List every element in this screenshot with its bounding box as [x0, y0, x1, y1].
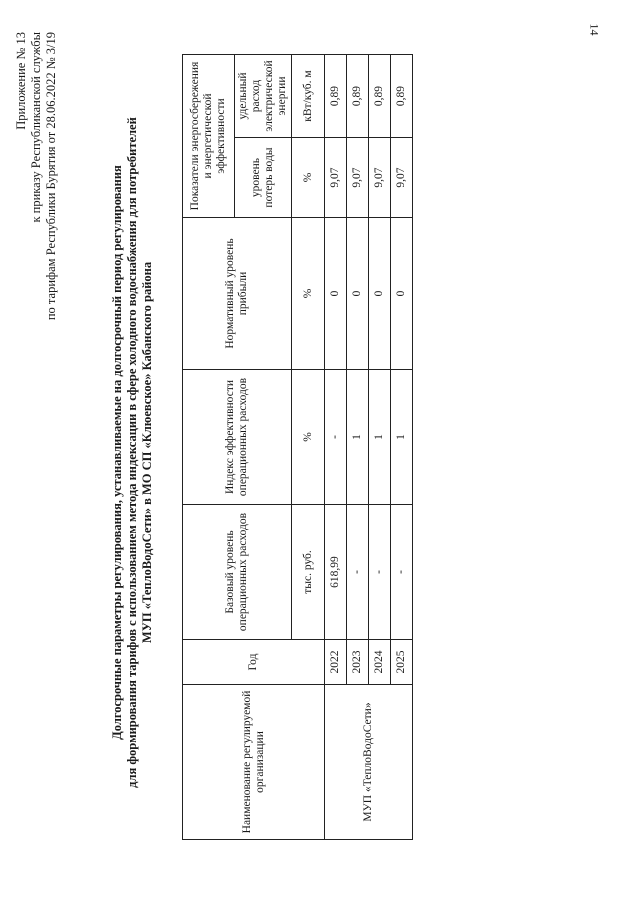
unit-water-loss: % — [292, 138, 325, 218]
appendix-line-2: к приказу Республиканской службы — [29, 32, 43, 223]
title-line-3: МУП «ТеплоВодоСети» в МО СП «Клюевское» Кабанского района — [140, 261, 154, 644]
cell-base-opex: - — [391, 505, 413, 640]
header-energy-use: удельный расход электрической энергии — [235, 55, 292, 138]
document-title — [110, 0, 155, 905]
header-water-loss: уровень потерь воды — [235, 138, 292, 218]
header-row — [183, 55, 235, 840]
cell-efficiency-index: 1 — [347, 370, 369, 505]
table-row — [325, 55, 347, 840]
appendix-line-3: по тарифам Республики Бурятия от 28.06.2022 № 3/19 — [44, 32, 58, 321]
header-energy-group: Показатели энергосбережения и энергетической эффективности — [183, 55, 235, 218]
unit-efficiency-index: % — [292, 370, 325, 505]
title-line-1: Долгосрочные параметры регулирования, устанавливаемые на долгосрочный период регулирования — [110, 165, 124, 740]
parameters-table — [182, 54, 413, 840]
cell-efficiency-index: - — [325, 370, 347, 505]
cell-energy-use: 0,89 — [369, 55, 391, 138]
cell-water-loss: 9,07 — [325, 138, 347, 218]
cell-efficiency-index: 1 — [391, 370, 413, 505]
header-base-opex: Базовый уровень операционных расходов — [183, 505, 292, 640]
header-year: Год — [183, 640, 325, 685]
page-number: 14 — [587, 23, 602, 36]
unit-energy-use: кВт/куб. м — [292, 55, 325, 138]
unit-profit-level: % — [292, 218, 325, 370]
cell-profit-level: 0 — [369, 218, 391, 370]
header-org: Наименование регулируемой организации — [183, 685, 325, 840]
header-profit-level: Нормативный уровень прибыли — [183, 218, 292, 370]
cell-year: 2023 — [347, 640, 369, 685]
cell-year: 2024 — [369, 640, 391, 685]
cell-water-loss: 9,07 — [391, 138, 413, 218]
cell-base-opex: 618,99 — [325, 505, 347, 640]
cell-energy-use: 0,89 — [325, 55, 347, 138]
title-line-2: для формирования тарифов с использованием метода индексации в сфере холодного водоснабжения для потребителей — [125, 117, 139, 788]
org-name-cell: МУП «ТеплоВодоСети» — [325, 685, 413, 840]
cell-energy-use: 0,89 — [347, 55, 369, 138]
cell-profit-level: 0 — [325, 218, 347, 370]
cell-water-loss: 9,07 — [369, 138, 391, 218]
cell-efficiency-index: 1 — [369, 370, 391, 505]
cell-water-loss: 9,07 — [347, 138, 369, 218]
cell-energy-use: 0,89 — [391, 55, 413, 138]
header-efficiency-index: Индекс эффективности операционных расходов — [183, 370, 292, 505]
appendix-block — [14, 32, 59, 320]
cell-year: 2025 — [391, 640, 413, 685]
cell-base-opex: - — [347, 505, 369, 640]
appendix-line-1: Приложение № 13 — [14, 32, 28, 130]
cell-year: 2022 — [325, 640, 347, 685]
cell-profit-level: 0 — [347, 218, 369, 370]
unit-base-opex: тыс. руб. — [292, 505, 325, 640]
cell-profit-level: 0 — [391, 218, 413, 370]
cell-base-opex: - — [369, 505, 391, 640]
